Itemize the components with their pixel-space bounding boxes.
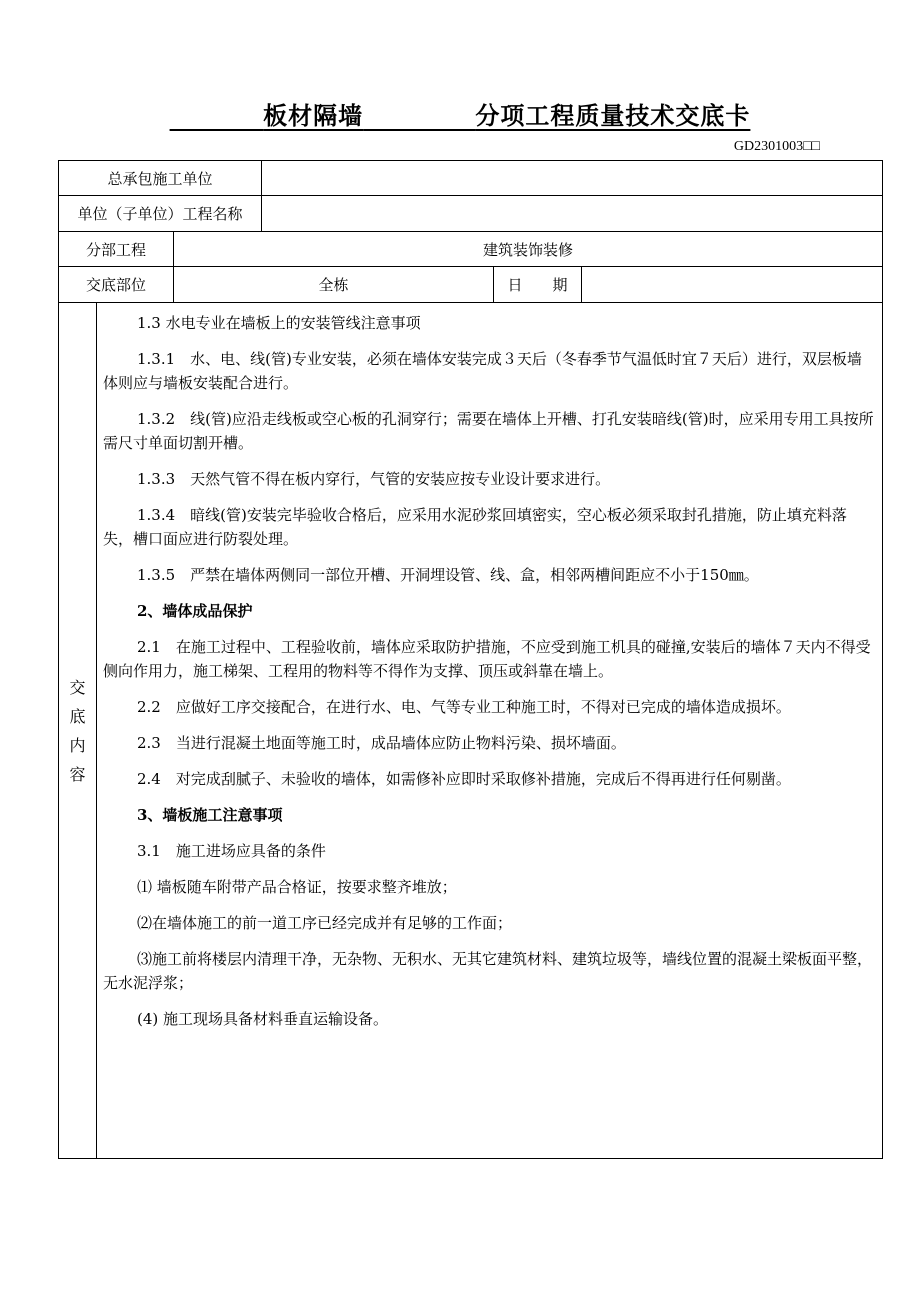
side-char-3: 内: [69, 735, 86, 755]
content-para: 2.2 应做好工序交接配合，在进行水、电、气等专业工种施工时，不得对已完成的墙体造成损坏。: [137, 698, 791, 716]
content-para: ⑶施工前将楼层内清理干净，无杂物、无积水、无其它建筑材料、建筑垃圾等，墙线位置的混凝土梁板面平整，无水泥浮浆；: [103, 950, 873, 992]
content-para: 3.1 施工进场应具备的条件: [137, 842, 326, 860]
document-title: [0, 96, 920, 131]
contractor-label: 总承包施工单位: [59, 161, 262, 196]
row-contractor: [59, 161, 883, 196]
row-content: [59, 303, 883, 1159]
content-para: 1.3.1 水、电、线(管)专业安装，必须在墙体安装完成３天后（冬春季节气温低时宜７天后）进行，双层板墙体则应与墙板安装配合进行。: [103, 350, 862, 392]
row-division: [59, 232, 883, 267]
location-label: 交底部位: [59, 267, 174, 303]
side-char-4: 容: [69, 764, 86, 784]
title-subject: 板材隔墙: [263, 101, 364, 130]
project-label: 单位（子单位）工程名称: [59, 196, 262, 232]
content-para: (4) 施工现场具备材料垂直运输设备。: [137, 1010, 389, 1028]
content-para: 1.3.2 线(管)应沿走线板或空心板的孔洞穿行；需要在墙体上开槽、打孔安装暗线(管)时，应采用专用工具按所需尺寸单面切割开槽。: [103, 410, 874, 452]
division-value[interactable]: 建筑装饰装修: [174, 232, 883, 267]
content-para: 1.3.5 严禁在墙体两侧同一部位开槽、开洞埋设管、线、盒，相邻两槽间距应不小于150㎜。: [137, 566, 759, 584]
content-para: 2.3 当进行混凝土地面等施工时，成品墙体应防止物料污染、损坏墙面。: [137, 734, 626, 752]
document-code: GD2301003□□: [733, 139, 820, 154]
date-label: 日 期: [494, 267, 582, 303]
content-para: 2.4 对完成刮腻子、未验收的墙体，如需修补应即时采取修补措施，完成后不得再进行任何剔凿。: [137, 770, 791, 788]
side-char-2: 底: [69, 706, 86, 726]
row-location: [59, 267, 883, 303]
division-label: 分部工程: [59, 232, 174, 267]
content-para: ⑴ 墙板随车附带产品合格证，按要求整齐堆放；: [137, 878, 457, 896]
section-heading: 3、墙板施工注意事项: [137, 806, 283, 824]
date-value[interactable]: [582, 267, 883, 303]
project-value[interactable]: [262, 196, 883, 232]
content-body: [97, 303, 883, 1159]
content-para: 2.1 在施工过程中、工程验收前，墙体应采取防护措施，不应受到施工机具的碰撞,安装后的墙体７天内不得受侧向作用力，施工梯架、工程用的物料等不得作为支撑、顶压或斜靠在墙上。: [103, 638, 871, 680]
location-value[interactable]: 全栋: [174, 267, 494, 303]
title-main: 分项工程质量技术交底卡: [475, 101, 751, 130]
side-char-1: 交: [69, 677, 86, 697]
content-para: 1.3 水电专业在墙板上的安装管线注意事项: [137, 314, 421, 332]
content-para: 1.3.3 天然气管不得在板内穿行，气管的安装应按专业设计要求进行。: [137, 470, 611, 488]
content-para: 1.3.4 暗线(管)安装完毕验收合格后，应采用水泥砂浆回填密实，空心板必须采取封孔措施，防止填充料落失，槽口面应进行防裂处理。: [103, 506, 847, 548]
disclosure-form: [58, 160, 883, 1159]
content-side-label: [59, 303, 97, 1159]
row-project: [59, 196, 883, 232]
contractor-value[interactable]: [262, 161, 883, 196]
content-para: ⑵在墙体施工的前一道工序已经完成并有足够的工作面；: [137, 914, 513, 932]
section-heading: 2、墙体成品保护: [137, 602, 253, 620]
